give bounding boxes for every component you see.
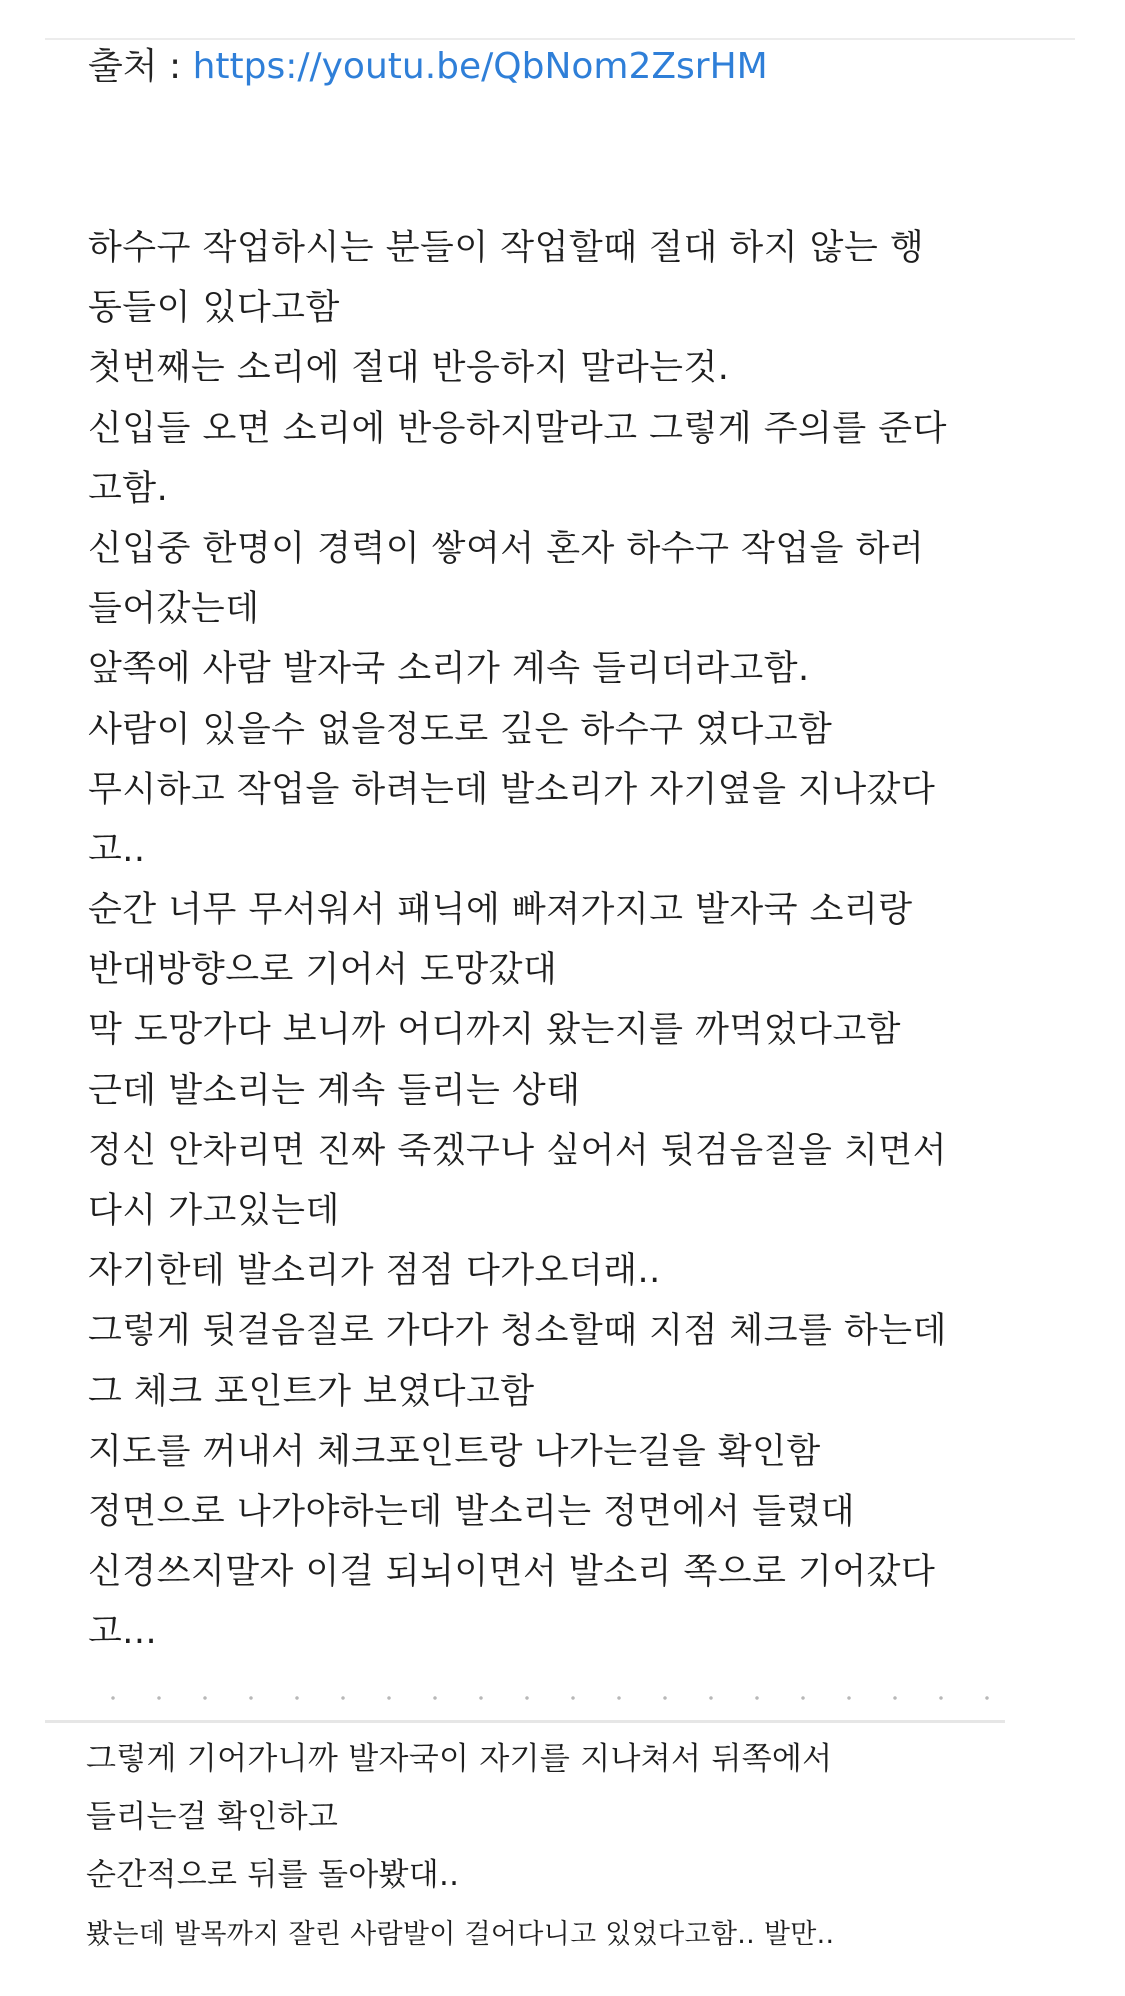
story-line: 정신 안차리면 진짜 죽겠구나 싶어서 뒷검음질을 치면서 bbox=[88, 1130, 947, 1171]
story-text bbox=[88, 218, 1048, 1663]
story-line: 앞쪽에 사람 발자국 소리가 계속 들리더라고함. bbox=[88, 649, 810, 690]
story-line: 막 도망가다 보니까 어디까지 왔는지를 까먹었다고함 bbox=[88, 1010, 901, 1051]
story-line: 고함. bbox=[88, 468, 169, 509]
source-line bbox=[88, 40, 768, 94]
story-line: 신입중 한명이 경력이 쌓여서 혼자 하수구 작업을 하러 bbox=[88, 528, 925, 569]
story-line: 하수구 작업하시는 분들이 작업할때 절대 하지 않는 행 bbox=[88, 228, 925, 268]
tail-line: 들리는걸 확인하고 bbox=[86, 1799, 339, 1835]
story-line: 동들이 있다고함 bbox=[88, 288, 340, 329]
source-link[interactable]: https://youtu.be/QbNom2ZsrHM bbox=[192, 46, 768, 87]
story-line: 사람이 있을수 없을정도로 깊은 하수구 였다고함 bbox=[88, 709, 833, 750]
story-line: 다시 가고있는데 bbox=[88, 1191, 340, 1231]
tail-line: 순간적으로 뒤를 돌아봤대.. bbox=[86, 1857, 460, 1893]
story-line: 지도를 꺼내서 체크포인트랑 나가는길을 확인함 bbox=[88, 1431, 821, 1472]
story-line: 자기한테 발소리가 점점 다가오더래.. bbox=[88, 1251, 661, 1292]
story-line: 근데 발소리는 계속 들리는 상태 bbox=[88, 1070, 581, 1111]
tail-line: 봤는데 발목까지 잘린 사람발이 걸어다니고 있었다고함.. 발만.. bbox=[86, 1919, 835, 1950]
story-line: 순간 너무 무서워서 패닉에 빠져가지고 발자국 소리랑 bbox=[88, 890, 913, 931]
story-line: 정면으로 나가야하는데 발소리는 정면에서 들렸대 bbox=[88, 1491, 856, 1532]
story-line: 고... bbox=[88, 1612, 158, 1653]
story-line: 첫번째는 소리에 절대 반응하지 말라는것. bbox=[88, 348, 730, 389]
screenshot-seam-divider bbox=[45, 1720, 1005, 1723]
tail-text bbox=[86, 1730, 1046, 1966]
story-line: 무시하고 작업을 하려는데 발소리가 자기옆을 지나갔다 bbox=[88, 769, 936, 810]
story-line: 그렇게 뒷걸음질로 가다가 청소할때 지점 체크를 하는데 bbox=[88, 1311, 947, 1352]
story-line: 들어갔는데 bbox=[88, 589, 260, 630]
story-line: 고.. bbox=[88, 829, 146, 870]
story-line: 신경쓰지말자 이걸 되뇌이면서 발소리 쪽으로 기어갔다 bbox=[88, 1552, 936, 1593]
story-line: 그 체크 포인트가 보였다고함 bbox=[88, 1371, 535, 1412]
tail-line: 그렇게 기어가니까 발자국이 자기를 지나쳐서 뒤쪽에서 bbox=[86, 1741, 833, 1777]
story-line: 반대방향으로 기어서 도망갔대 bbox=[88, 950, 558, 991]
story-line: 신입들 오면 소리에 반응하지말라고 그렇게 주의를 준다 bbox=[88, 408, 947, 449]
source-label: 출처 : bbox=[88, 46, 193, 87]
cut-off-text-divider bbox=[90, 1695, 1010, 1701]
